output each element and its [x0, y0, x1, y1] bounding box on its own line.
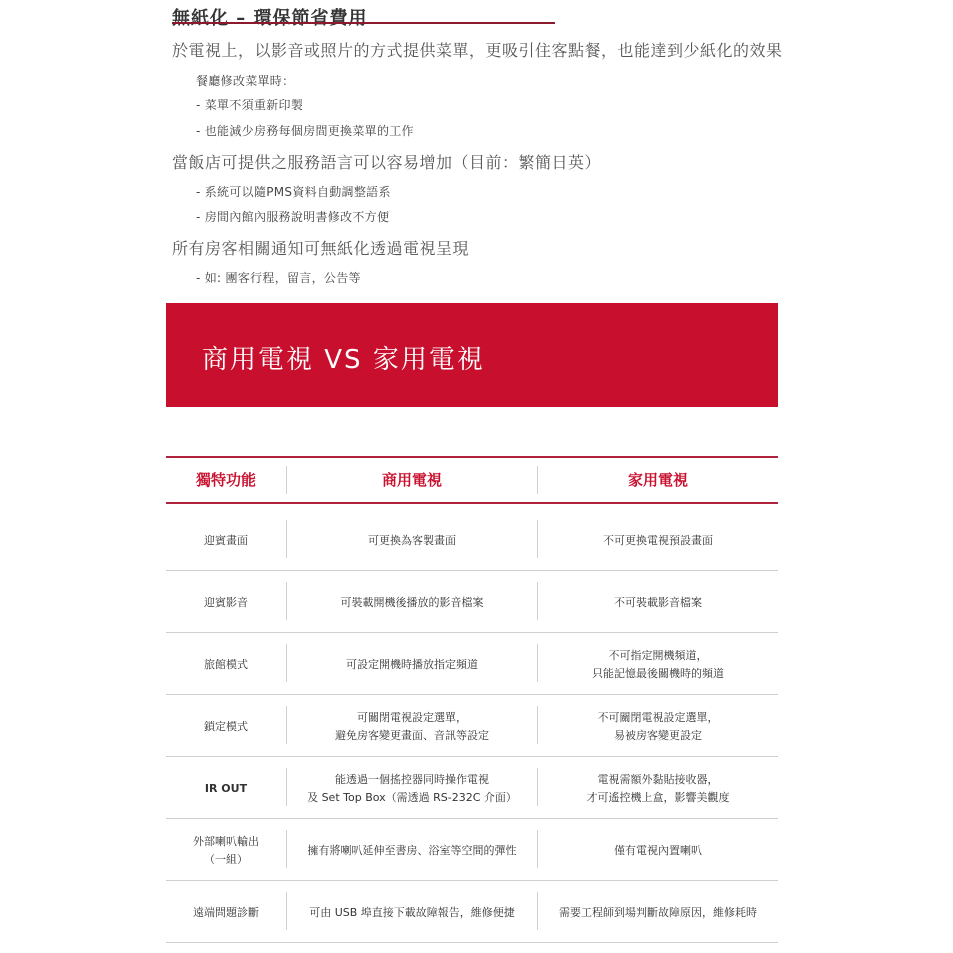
row-feature: 外部喇叭輸出 （一組）	[193, 835, 259, 866]
row-feature: 迎賓影音	[204, 596, 248, 609]
row-divider	[166, 632, 778, 633]
row-divider	[166, 570, 778, 571]
row-commercial: 可裝載開機後播放的影音檔案	[340, 596, 484, 609]
paragraph-menu-sub-1: 餐廳修改菜單時：	[196, 74, 295, 88]
row-commercial: 可由 USB 埠直接下載故障報告，維修便捷	[309, 906, 515, 919]
header-feature: 獨特功能	[195, 471, 256, 489]
section-title: 無紙化 – 環保節省費用	[172, 8, 368, 29]
banner-title: 商用電視 VS 家用電視	[202, 345, 485, 375]
row-divider	[166, 818, 778, 819]
header-commercial-tv: 商用電視	[381, 471, 442, 489]
row-feature: 旅館模式	[204, 658, 248, 671]
row-home: 電視需額外黏貼接收器， 才可遙控機上盒，影響美觀度	[586, 773, 730, 804]
row-divider	[166, 756, 778, 757]
row-home: 不可指定開機頻道， 只能記憶最後關機時的頻道	[592, 649, 724, 680]
paragraph-menu: 於電視上，以影音或照片的方式提供菜單，更吸引住客點餐，也能達到少紙化的效果	[172, 41, 783, 60]
paragraph-language-sub-1: - 系統可以隨PMS資料自動調整語系	[196, 185, 391, 199]
row-divider	[166, 880, 778, 881]
paragraph-language-sub-2: - 房間內館內服務說明書修改不方便	[196, 210, 390, 224]
paragraph-notification: 所有房客相關通知可無紙化透過電視呈現	[172, 239, 470, 258]
row-commercial: 可設定開機時播放指定頻道	[346, 658, 478, 671]
title-underline	[172, 22, 555, 24]
row-feature: 遠端問題診斷	[193, 906, 259, 919]
row-home: 不可裝載影音檔案	[614, 596, 702, 609]
paragraph-menu-sub-3: - 也能減少房務每個房間更換菜單的工作	[196, 124, 414, 138]
header-home-tv: 家用電視	[627, 471, 688, 489]
row-home: 不可關閉電視設定選單， 易被房客變更設定	[597, 711, 719, 742]
row-home: 不可更換電視預設畫面	[603, 534, 713, 547]
row-feature: IR OUT	[204, 782, 248, 795]
row-home: 僅有電視內置喇叭	[614, 844, 702, 857]
comparison-banner	[166, 303, 778, 407]
paragraph-notification-sub-1: - 如: 團客行程，留言，公告等	[196, 271, 361, 285]
paragraph-language: 當飯店可提供之服務語言可以容易增加（目前：繁簡日英）	[172, 153, 602, 172]
row-commercial: 擁有將喇叭延伸至書房、浴室等空間的彈性	[307, 844, 517, 857]
row-commercial: 可更換為客製畫面	[368, 534, 456, 547]
row-divider	[166, 694, 778, 695]
row-feature: 迎賓畫面	[204, 534, 248, 547]
row-home: 需要工程師到場判斷故障原因，維修耗時	[559, 906, 757, 919]
table-header-rule	[166, 502, 778, 504]
row-feature: 鎖定模式	[204, 720, 248, 733]
row-commercial: 可關閉電視設定選單， 避免房客變更畫面、音訊等設定	[335, 711, 489, 742]
paragraph-menu-sub-2: - 菜單不須重新印製	[196, 98, 304, 112]
table-bottom-rule	[166, 942, 778, 943]
row-commercial: 能透過一個搖控器同時操作電視 及 Set Top Box（需透過 RS-232C 介面）	[307, 773, 517, 804]
